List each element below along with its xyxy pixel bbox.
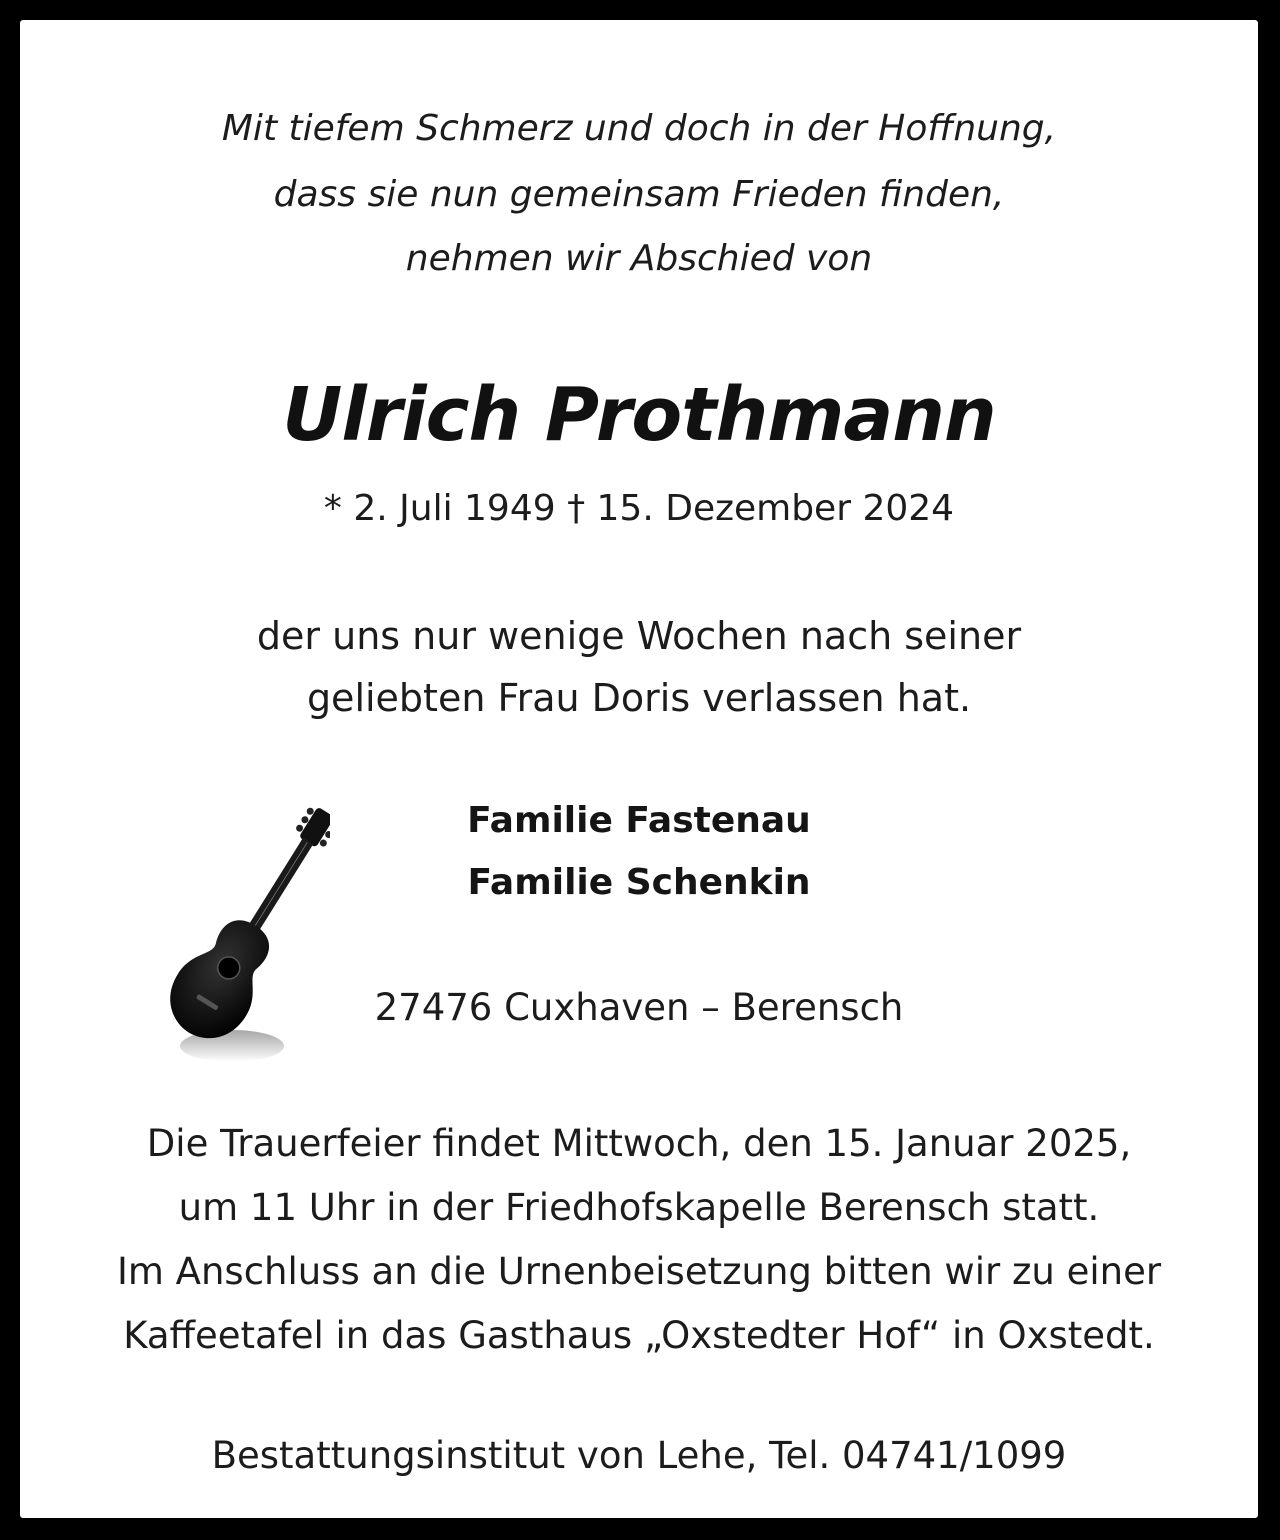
message-line-2: geliebten Frau Doris verlassen hat.	[306, 676, 972, 720]
obituary-card	[20, 20, 1258, 1518]
family-line-2: Familie Schenkin	[467, 862, 811, 903]
ceremony-line-4: Kaffeetafel in das Gasthaus „Oxstedter Hof“ in Oxstedt.	[123, 1314, 1155, 1357]
funeral-home: Bestattungsinstitut von Lehe, Tel. 04741/1099	[211, 1434, 1067, 1477]
ceremony-line-1: Die Trauerfeier findet Mittwoch, den 15. Januar 2025,	[146, 1122, 1132, 1165]
family-line-1: Familie Fastenau	[467, 800, 811, 841]
location: 27476 Cuxhaven – Berensch	[374, 986, 904, 1029]
ceremony-line-3: Im Anschluss an die Urnenbeisetzung bitten wir zu einer	[116, 1250, 1162, 1293]
message-line-1: der uns nur wenige Wochen nach seiner	[256, 614, 1022, 658]
intro-line-2: dass sie nun gemeinsam Frieden finden,	[273, 174, 1005, 215]
intro-line-1: Mit tiefem Schmerz und doch in der Hoffnung,	[221, 108, 1057, 149]
life-dates: * 2. Juli 1949 † 15. Dezember 2024	[323, 488, 955, 529]
intro-line-3: nehmen wir Abschied von	[405, 238, 873, 279]
ceremony-line-2: um 11 Uhr in der Friedhofskapelle Berensch statt.	[178, 1186, 1100, 1229]
deceased-name: Ulrich Prothmann	[282, 372, 996, 458]
